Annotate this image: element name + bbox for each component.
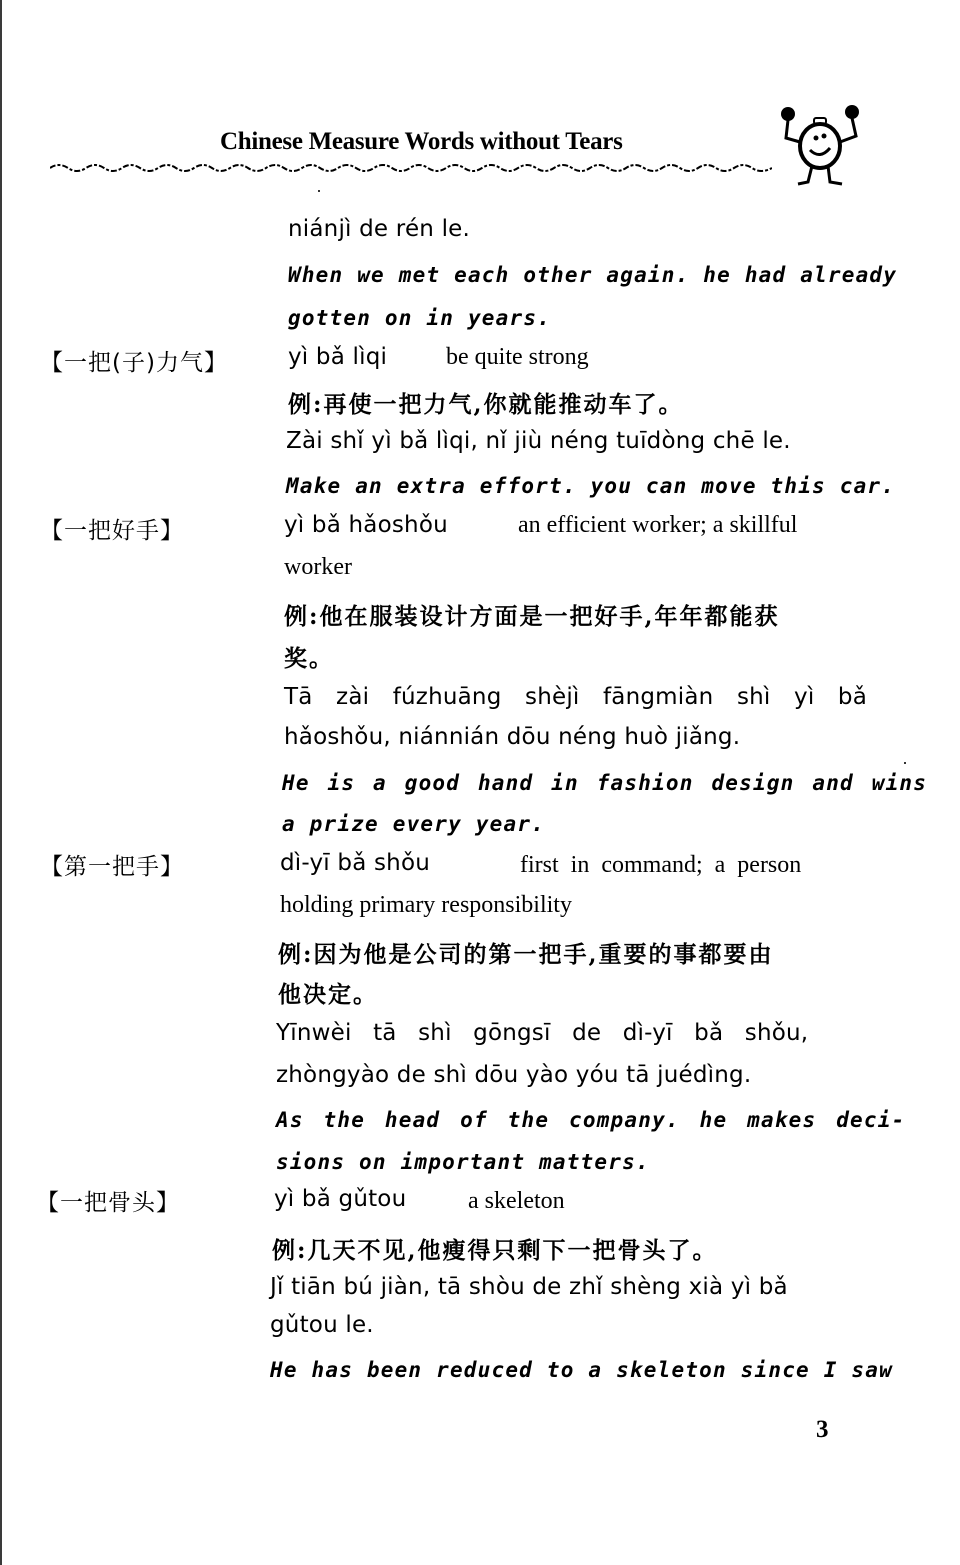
entry-pinyin: yì bǎ hǎoshǒu [284,512,448,538]
entry-gloss: holding primary responsibility [280,892,572,918]
entry-pinyin: yì bǎ lìqi [288,344,388,370]
example-chinese: 他决定。 [278,981,378,1008]
example-pinyin-justified [284,684,868,710]
entry-headword: 【第一把手】 [40,854,184,880]
example-chinese: 例:因为他是公司的第一把手,重要的事都要由 [278,941,774,968]
example-english: He is a good hand in fashion design and wins [282,771,928,795]
print-speck [904,762,906,764]
entry-headword: 【一把(子)力气】 [40,350,228,376]
page-edge-border [0,0,2,1565]
example-pinyin: Tā zài fúzhuāng shèjì fāngmiàn shì yì bǎ [284,684,868,710]
example-pinyin: gǔtou le. [270,1312,374,1338]
example-english: He has been reduced to a skeleton since I saw [270,1358,893,1382]
entry-pinyin: dì-yī bǎ shǒu [280,850,431,876]
entry-headword: 【一把好手】 [40,518,184,544]
entry-gloss: a skeleton [468,1188,565,1214]
example-chinese: 例:几天不见,他瘦得只剩下一把骨头了。 [272,1237,718,1264]
example-chinese: 奖。 [284,645,334,672]
example-english: Make an extra effort. you can move this car. [286,474,896,498]
example-english: sions on important matters. [276,1150,650,1174]
continuation-english-line: gotten on in years. [288,306,552,330]
wavy-header-rule [50,160,772,172]
entry-headword: 【一把骨头】 [36,1190,180,1216]
example-pinyin: zhòngyào de shì dōu yào yóu tā juédìng. [276,1062,752,1088]
continuation-english-line: When we met each other again. he had already [288,263,898,287]
continuation-pinyin: niánjì de rén le. [288,216,471,242]
entry-gloss: an efficient worker; a skillful [518,512,798,538]
example-chinese: 例:他在服装设计方面是一把好手,年年都能获 [284,603,780,630]
example-english: As the head of the company. he makes deci- [276,1108,906,1132]
example-pinyin: Zài shǐ yì bǎ lìqi, nǐ jiù néng tuīdòng chē le. [286,428,791,454]
flexing-stopwatch-mascot-icon [772,98,868,190]
print-speck [318,190,320,192]
example-english: a prize every year. [282,812,546,836]
entry-gloss: worker [284,554,352,580]
page-number: 3 [816,1416,829,1443]
entry-gloss: be quite strong [446,344,589,370]
example-pinyin: Yīnwèi tā shì gōngsī de dì-yī bǎ shǒu, [276,1020,809,1046]
example-pinyin: Jǐ tiān bú jiàn, tā shòu de zhǐ shèng xià yì bǎ [270,1274,788,1300]
entry-pinyin: yì bǎ gǔtou [274,1186,407,1212]
entry-gloss: first in command; a person [520,852,802,878]
example-chinese: 例:再使一把力气,你就能推动车了。 [288,391,684,418]
example-pinyin: hǎoshǒu, niánnián dōu néng huò jiǎng. [284,724,741,750]
running-header-title: Chinese Measure Words without Tears [220,128,623,155]
